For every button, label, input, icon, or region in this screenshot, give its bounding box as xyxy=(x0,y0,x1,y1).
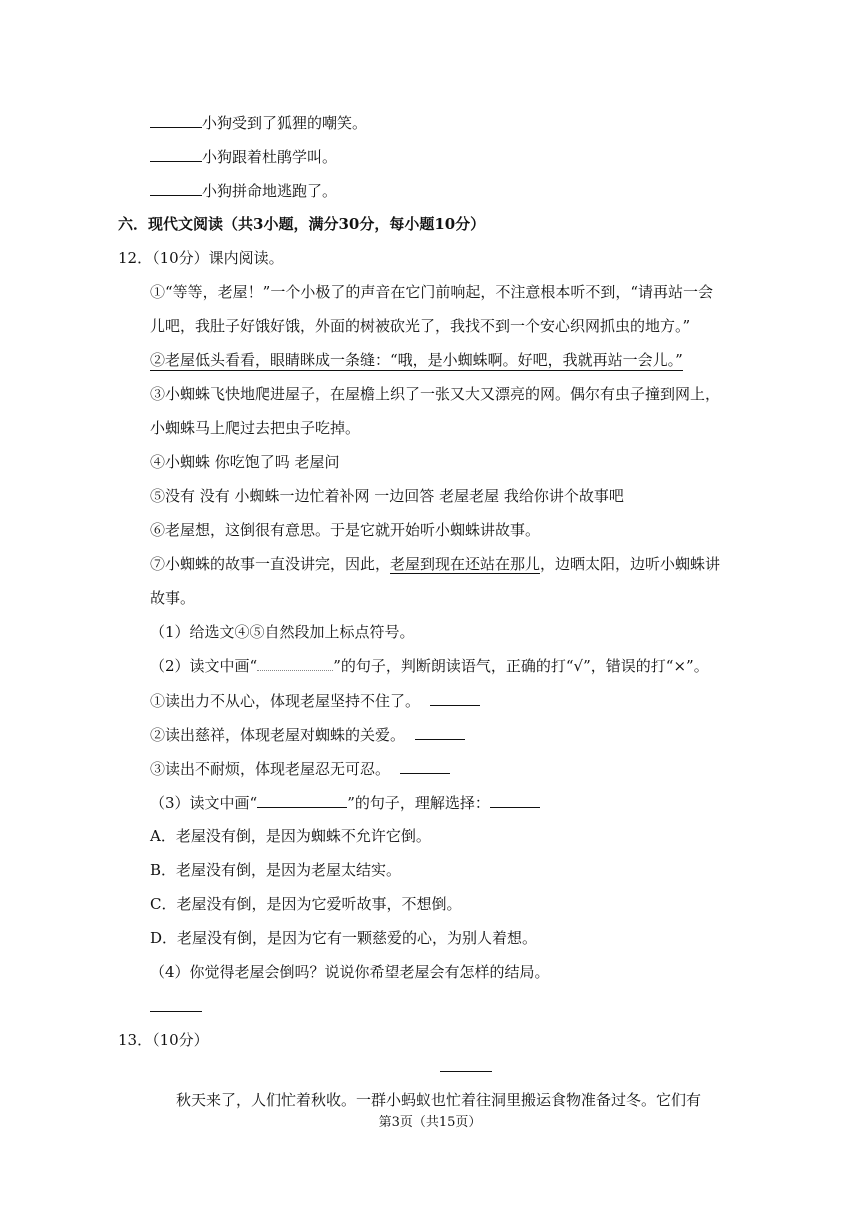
passage-paragraph-4: ④小蜘蛛 你吃饱了吗 老屋问 xyxy=(150,453,340,471)
judge-item: ②读出慈祥，体现老屋对蜘蛛的关爱。 xyxy=(150,724,465,745)
answer-blank xyxy=(150,180,202,196)
choice-a: A．老屋没有倒，是因为蜘蛛不允许它倒。 xyxy=(150,827,431,845)
option-line: 小狗拼命地逃跑了。 xyxy=(150,180,337,201)
page-footer: 第3页（共15页） xyxy=(378,1115,482,1130)
passage-paragraph-5: ⑤没有 没有 小蜘蛛一边忙着补网 一边回答 老屋老屋 我给你讲个故事吧 xyxy=(150,487,624,505)
answer-blank xyxy=(415,724,465,740)
answer-blank xyxy=(150,996,202,1012)
sub-question-1: （1）给选文④⑤自然段加上标点符号。 xyxy=(150,623,415,641)
passage-paragraph-1: ①“等等，老屋！”一个小极了的声音在它门前响起，不注意根本听不到，“请再站一会 xyxy=(150,283,714,301)
solid-underline-mark xyxy=(257,793,347,808)
passage-paragraph-7-cont: 故事。 xyxy=(150,589,196,607)
answer-blank xyxy=(490,792,540,808)
passage-paragraph: 秋天来了，人们忙着秋收。一群小蚂蚁也忙着往洞里搬运食物准备过冬。它们有 xyxy=(176,1091,702,1109)
answer-line xyxy=(150,996,202,1017)
dotted-underline-mark xyxy=(257,656,333,671)
sub-question-3: （3）读文中画“ ”的句子，理解选择： xyxy=(150,792,540,813)
sub-question-2: （2）读文中画“ ”的句子，判断朗读语气，正确的打“√”，错误的打“×”。 xyxy=(150,657,709,675)
passage-paragraph-2: ②老屋低头看看，眼睛眯成一条缝：“哦，是小蜘蛛啊。好吧，我就再站一会儿。” xyxy=(150,351,683,369)
judge-item: ③读出不耐烦，体现老屋忍无可忍。 xyxy=(150,758,450,779)
answer-blank xyxy=(150,146,202,162)
passage-paragraph-3-cont: 小蜘蛛马上爬过去把虫子吃掉。 xyxy=(150,419,361,437)
passage-paragraph-6: ⑥老屋想，这倒很有意思。于是它就开始听小蜘蛛讲故事。 xyxy=(150,521,541,539)
answer-blank xyxy=(430,690,480,706)
answer-blank xyxy=(400,758,450,774)
question-12-header: 12．（10分）课内阅读。 xyxy=(118,249,284,267)
passage-paragraph-1-cont: 儿吧，我肚子好饿好饿，外面的树被砍光了，我找不到一个安心织网抓虫的地方。” xyxy=(150,317,691,335)
sub-question-4: （4）你觉得老屋会倒吗？说说你希望老屋会有怎样的结局。 xyxy=(150,963,550,981)
choice-c: C．老屋没有倒，是因为它爱听故事，不想倒。 xyxy=(150,895,462,913)
question-13-header: 13．（10分） xyxy=(118,1031,209,1049)
section-title: 六．现代文阅读（共3小题，满分30分，每小题10分） xyxy=(118,215,486,233)
passage-paragraph-7: ⑦小蜘蛛的故事一直没讲完，因此，老屋到现在还站在那儿，边晒太阳，边听小蜘蛛讲 xyxy=(150,555,721,573)
option-line: 小狗受到了狐狸的嘲笑。 xyxy=(150,112,367,133)
passage-paragraph-3: ③小蜘蛛飞快地爬进屋子，在屋檐上织了一张又大又漂亮的网。偶尔有虫子撞到网上， xyxy=(150,385,721,403)
answer-blank xyxy=(150,112,202,128)
underlined-sentence: 老屋到现在还站在那儿 xyxy=(390,555,541,573)
title-blank xyxy=(440,1056,492,1077)
choice-b: B．老屋没有倒，是因为老屋太结实。 xyxy=(150,861,402,879)
option-line: 小狗跟着杜鹃学叫。 xyxy=(150,146,337,167)
judge-item: ①读出力不从心，体现老屋坚持不住了。 xyxy=(150,690,480,711)
choice-d: D．老屋没有倒，是因为它有一颗慈爱的心，为别人着想。 xyxy=(150,929,538,947)
answer-blank xyxy=(440,1056,492,1072)
